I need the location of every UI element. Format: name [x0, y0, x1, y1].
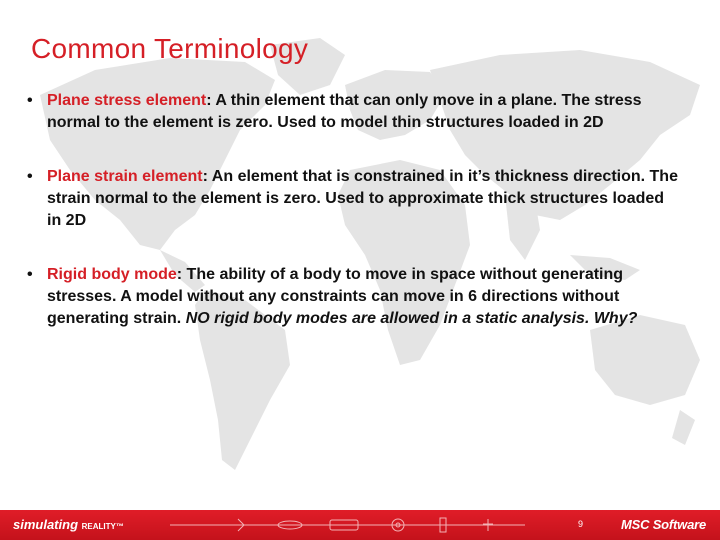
bullet-glyph: •: [27, 168, 33, 185]
bullet-glyph: •: [27, 92, 33, 109]
footer-icon-strip: [170, 513, 530, 537]
bullet-list: [27, 90, 680, 330]
bullet-item-plane-stress: [27, 90, 680, 134]
footer-bar: [0, 510, 720, 540]
tagline-suffix: REALITY™: [81, 522, 124, 531]
slide-title: Common Terminology: [31, 33, 309, 64]
page-number: 9: [578, 519, 584, 529]
bullet-item-rigid-body-mode: [27, 264, 680, 330]
term-plane-strain: Plane strain element: [47, 168, 203, 185]
term-plane-stress: Plane stress element: [47, 92, 207, 109]
term-rigid-body-mode: Rigid body mode: [47, 266, 177, 283]
airplane-icon: [230, 519, 250, 531]
bullet-glyph: •: [27, 266, 33, 283]
footer-tagline: [13, 517, 124, 532]
map-new-zealand: [672, 410, 695, 445]
bullet-item-plane-strain: [27, 166, 680, 232]
definition-plane-stress: : A thin element that can only move in a plane. The stress normal to the element is zero. Used to model thin structures loaded in 2D: [47, 92, 642, 131]
tagline-text: simulating: [13, 517, 79, 532]
emphasis-question: NO rigid body modes are allowed in a static analysis. Why?: [185, 310, 638, 327]
definition-rigid-body-mode: : The ability of a body to move in space without generating stresses. A model without any constraints can move in 6 directions without generating strain.: [47, 266, 624, 327]
brand-logo: MSC Software: [621, 517, 707, 532]
definition-plane-strain: : An element that is constrained in it’s thickness direction. The strain normal to the element is zero. Used to approximate thick structures loaded in 2D: [47, 168, 678, 229]
